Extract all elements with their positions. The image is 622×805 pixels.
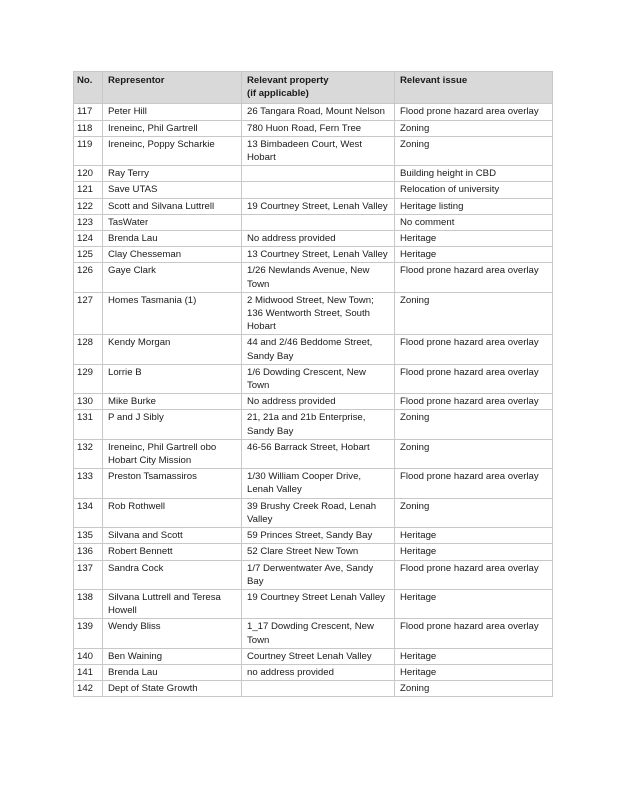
cell-issue: Flood prone hazard area overlay [395,560,553,589]
header-property-line2: (if applicable) [247,88,309,100]
cell-property: 13 Bimbadeen Court, West Hobart [242,136,395,165]
cell-representor: Brenda Lau [103,664,242,680]
cell-representor: Brenda Lau [103,231,242,247]
cell-issue: No comment [395,214,553,230]
table-row [74,198,553,214]
cell-representor: Robert Bennett [103,544,242,560]
cell-representor: P and J Sibly [103,410,242,439]
cell-no: 118 [74,120,103,136]
cell-representor: Clay Chesseman [103,247,242,263]
cell-representor: Mike Burke [103,394,242,410]
cell-property: 26 Tangara Road, Mount Nelson [242,104,395,120]
table-row [74,136,553,165]
cell-property [242,214,395,230]
cell-representor: Ireneinc, Phil Gartrell [103,120,242,136]
representations-table [73,71,553,697]
cell-representor: Ireneinc, Phil Gartrell obo Hobart City Mission [103,439,242,468]
header-relevant-property [242,72,395,104]
table-row [74,648,553,664]
cell-representor: Dept of State Growth [103,681,242,697]
cell-representor: Wendy Bliss [103,619,242,648]
cell-representor: Kendy Morgan [103,335,242,364]
cell-representor: Rob Rothwell [103,498,242,527]
cell-property: 52 Clare Street New Town [242,544,395,560]
cell-representor: Ireneinc, Poppy Scharkie [103,136,242,165]
cell-representor: Scott and Silvana Luttrell [103,198,242,214]
cell-property: 19 Courtney Street, Lenah Valley [242,198,395,214]
cell-property: 44 and 2/46 Beddome Street, Sandy Bay [242,335,395,364]
cell-no: 131 [74,410,103,439]
header-property-line1: Relevant property [247,75,329,86]
cell-property: 13 Courtney Street, Lenah Valley [242,247,395,263]
cell-issue: Zoning [395,498,553,527]
table-row [74,589,553,618]
cell-representor: Gaye Clark [103,263,242,292]
cell-issue: Zoning [395,120,553,136]
cell-no: 130 [74,394,103,410]
table-row [74,214,553,230]
cell-no: 139 [74,619,103,648]
cell-representor: TasWater [103,214,242,230]
cell-no: 125 [74,247,103,263]
table-row [74,664,553,680]
cell-issue: Heritage [395,589,553,618]
cell-no: 136 [74,544,103,560]
cell-representor: Silvana Luttrell and Teresa Howell [103,589,242,618]
cell-property: No address provided [242,394,395,410]
cell-issue: Heritage [395,247,553,263]
cell-no: 122 [74,198,103,214]
table-row [74,619,553,648]
cell-representor: Lorrie B [103,364,242,393]
cell-representor: Peter Hill [103,104,242,120]
table-row [74,247,553,263]
cell-issue: Heritage [395,528,553,544]
table-row [74,681,553,697]
cell-property: 780 Huon Road, Fern Tree [242,120,395,136]
table-header-row [74,72,553,104]
header-no: No. [74,72,103,104]
cell-no: 142 [74,681,103,697]
cell-property: Courtney Street Lenah Valley [242,648,395,664]
cell-issue: Zoning [395,292,553,335]
cell-issue: Heritage [395,664,553,680]
cell-issue: Zoning [395,410,553,439]
table-row [74,469,553,498]
table-row [74,231,553,247]
cell-no: 120 [74,166,103,182]
table-body [74,104,553,697]
table-row [74,410,553,439]
cell-property: 19 Courtney Street Lenah Valley [242,589,395,618]
cell-property: 46-56 Barrack Street, Hobart [242,439,395,468]
cell-issue: Heritage listing [395,198,553,214]
cell-property [242,681,395,697]
table-row [74,364,553,393]
cell-no: 129 [74,364,103,393]
cell-issue: Building height in CBD [395,166,553,182]
cell-representor: Homes Tasmania (1) [103,292,242,335]
cell-property: 1/6 Dowding Crescent, New Town [242,364,395,393]
table-row [74,166,553,182]
cell-no: 127 [74,292,103,335]
table-row [74,528,553,544]
cell-issue: Heritage [395,231,553,247]
cell-property [242,182,395,198]
cell-issue: Flood prone hazard area overlay [395,469,553,498]
table-row [74,544,553,560]
cell-issue: Zoning [395,136,553,165]
cell-no: 119 [74,136,103,165]
cell-no: 140 [74,648,103,664]
table-row [74,292,553,335]
header-representor: Representor [103,72,242,104]
cell-representor: Sandra Cock [103,560,242,589]
cell-representor: Ben Waining [103,648,242,664]
table-row [74,439,553,468]
cell-property: 39 Brushy Creek Road, Lenah Valley [242,498,395,527]
cell-issue: Flood prone hazard area overlay [395,364,553,393]
cell-issue: Zoning [395,439,553,468]
table-row [74,104,553,120]
cell-property: 1/30 William Cooper Drive, Lenah Valley [242,469,395,498]
cell-issue: Flood prone hazard area overlay [395,104,553,120]
cell-no: 128 [74,335,103,364]
cell-issue: Heritage [395,544,553,560]
cell-property: 2 Midwood Street, New Town; 136 Wentworth Street, South Hobart [242,292,395,335]
cell-issue: Flood prone hazard area overlay [395,263,553,292]
cell-issue: Heritage [395,648,553,664]
cell-no: 124 [74,231,103,247]
document-page [73,71,552,697]
cell-no: 141 [74,664,103,680]
cell-issue: Flood prone hazard area overlay [395,619,553,648]
cell-issue: Flood prone hazard area overlay [395,335,553,364]
cell-property: 21, 21a and 21b Enterprise, Sandy Bay [242,410,395,439]
cell-issue: Flood prone hazard area overlay [395,394,553,410]
cell-property: 59 Princes Street, Sandy Bay [242,528,395,544]
table-row [74,335,553,364]
cell-representor: Ray Terry [103,166,242,182]
cell-no: 132 [74,439,103,468]
cell-no: 134 [74,498,103,527]
cell-property: No address provided [242,231,395,247]
header-relevant-issue: Relevant issue [395,72,553,104]
cell-no: 133 [74,469,103,498]
cell-no: 137 [74,560,103,589]
table-row [74,394,553,410]
cell-no: 135 [74,528,103,544]
cell-representor: Silvana and Scott [103,528,242,544]
cell-property: 1_17 Dowding Crescent, New Town [242,619,395,648]
cell-no: 117 [74,104,103,120]
cell-property: no address provided [242,664,395,680]
table-row [74,498,553,527]
table-row [74,560,553,589]
table-row [74,263,553,292]
cell-issue: Zoning [395,681,553,697]
cell-no: 121 [74,182,103,198]
cell-representor: Preston Tsamassiros [103,469,242,498]
cell-property: 1/26 Newlands Avenue, New Town [242,263,395,292]
table-row [74,182,553,198]
cell-property: 1/7 Derwentwater Ave, Sandy Bay [242,560,395,589]
cell-no: 126 [74,263,103,292]
cell-representor: Save UTAS [103,182,242,198]
cell-no: 138 [74,589,103,618]
cell-no: 123 [74,214,103,230]
cell-issue: Relocation of university [395,182,553,198]
cell-property [242,166,395,182]
table-row [74,120,553,136]
